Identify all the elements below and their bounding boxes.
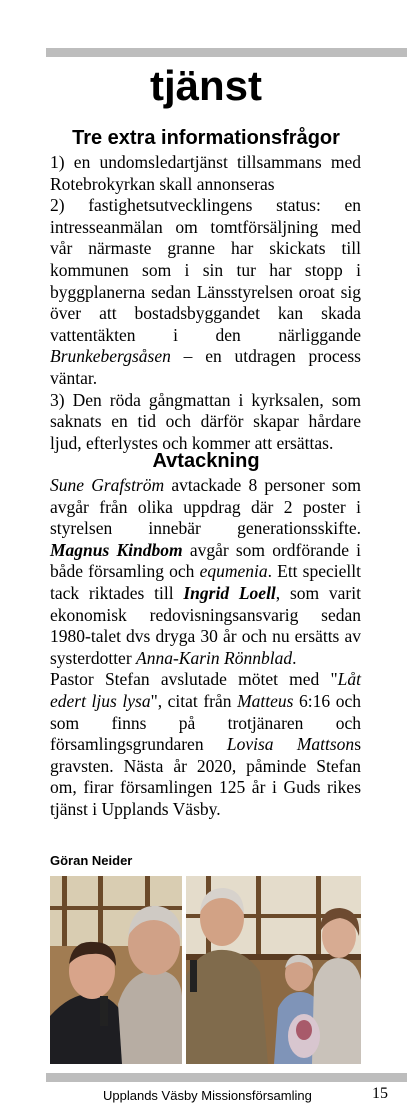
song-title: Låt edert ljus lysa <box>50 669 361 711</box>
bottom-rule <box>46 1073 407 1082</box>
avtackning-text <box>50 475 361 821</box>
page-heading: tjänst <box>149 62 262 109</box>
person-name: Lovisa Mattson <box>226 734 355 755</box>
avtackning-paragraph-1: Sune Grafström avtackade 8 personer som avgår från olika uppdrag där 2 poster i styrelsen innebär generationsskifte. Magnus Kindbom avgår som ordförande i både församling och equmenia. Ett speciellt tack riktades till Ingrid Loell, som varit ekonomisk redovisningsansvarig sedan 1980-talet dvs dryga 30 år och nu ersätts av systerdotter Anna-Karin Rönnblad. <box>50 475 361 668</box>
person-name: Ingrid Loell <box>183 582 276 603</box>
photo-group <box>186 876 361 1064</box>
footer-organization: Upplands Väsby Missionsförsamling <box>103 1088 312 1103</box>
information-text <box>50 152 361 454</box>
top-rule <box>46 48 407 57</box>
avtackning-paragraph-2: Pastor Stefan avslutade mötet med "Låt edert ljus lysa", citat från Matteus 6:16 och som finns på trotjänaren och församlingsgrundaren Lovisa Mattsons gravsten. Nästa år 2020, påminde Stefan om, firar församlingen 125 år i Guds rikes tjänst i Upplands Väsby. <box>50 669 361 819</box>
place-name: Brunkebergsåsen <box>50 346 171 367</box>
page-number: 15 <box>372 1085 388 1102</box>
info-item-1: 1) en undomsledartjänst tillsammans med Rotebrokyrkan skall annonseras <box>50 152 361 194</box>
org-name: equmenia <box>199 561 268 582</box>
info-item-3: 3) Den röda gångmattan i kyrksalen, som saknats en tid och därför skapar hårdare ljud, efterlystes och kommer att ersättas. <box>50 389 361 453</box>
info-item-2: 2) fastighetsutvecklingens status: en intresseanmälan om tomtförsäljning med vår närmaste granne har skickats till kommunen som i sin tur har stopp i byggplanerna sedan Länsstyrelsen oroat sig över att bostadsbyggandet kan skada vattentäkten i den närliggande Brunkebergsåsen – en utdragen process väntar. <box>50 195 361 388</box>
person-name: Anna-Karin Rönnblad <box>136 647 293 668</box>
photo-two-men <box>50 876 182 1064</box>
section-heading-information: Tre extra informationsfrågor <box>72 127 340 149</box>
person-name: Sune Grafström <box>50 475 165 495</box>
book-name: Matteus <box>237 690 294 711</box>
section-heading-avtackning: Avtackning <box>152 450 260 472</box>
person-name: Magnus Kindbom <box>50 539 183 560</box>
author-byline: Göran Neider <box>50 853 133 868</box>
